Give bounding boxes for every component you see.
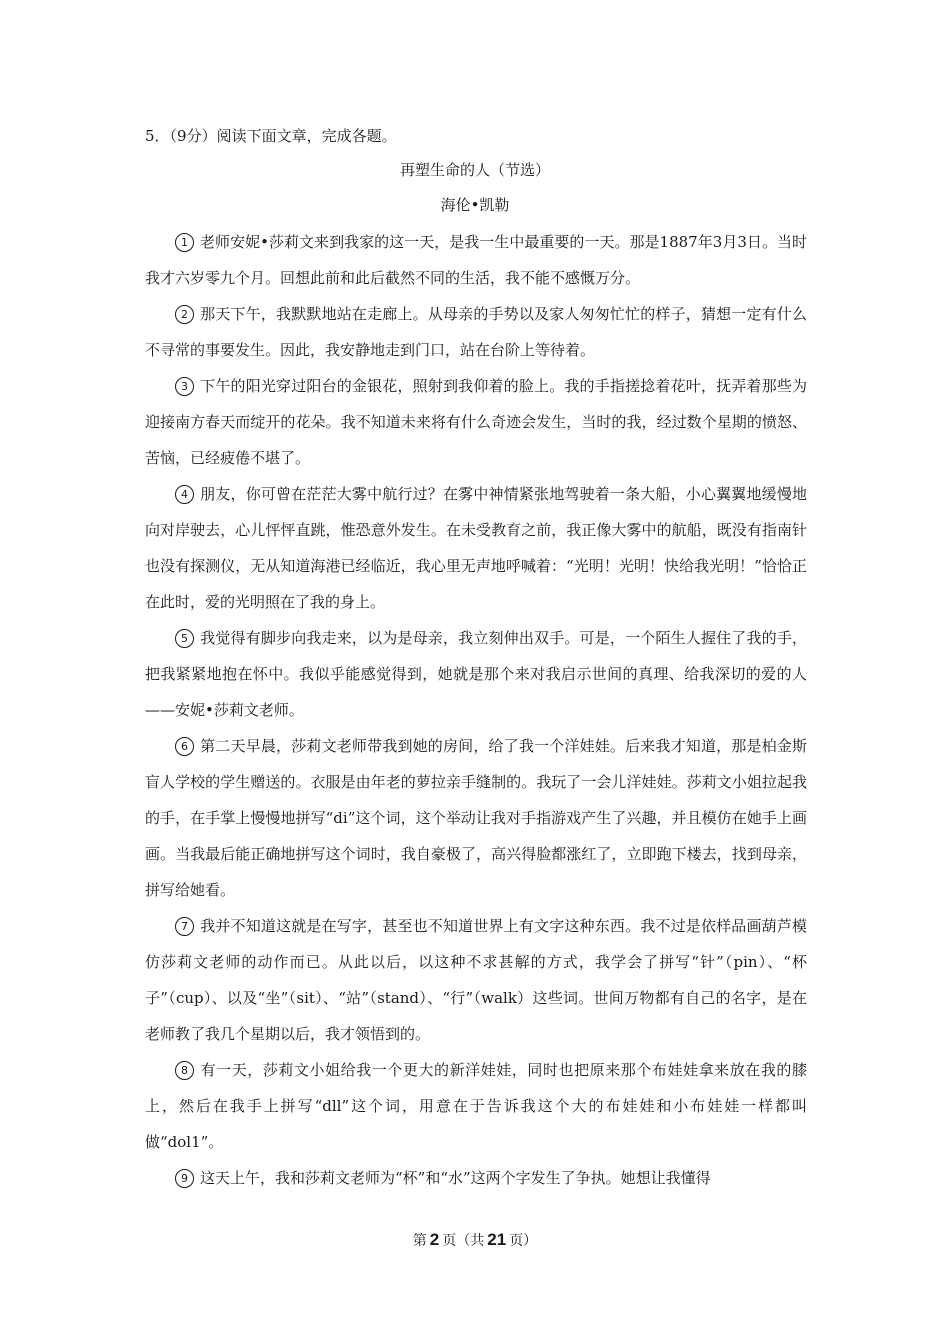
article-title: 再塑生命的人（节选） <box>399 161 550 179</box>
current-page-number: 2 <box>429 1230 440 1249</box>
paragraph-text: 下午的阳光穿过阳台的金银花，照射到我仰着的脸上。我的手指搓捻着花叶，抚弄着那些为迎接南方春天而绽开的花朵。我不知道未来将有什么奇迹会发生，当时的我，经过数个星期的愤怒、苦恼，已经疲倦不堪了。 <box>145 377 807 467</box>
paragraph-number-badge: 9 <box>175 1169 194 1188</box>
paragraph-text: 第二天早晨，莎莉文老师带我到她的房间，给了我一个洋娃娃。后来我才知道，那是柏金斯盲人学校的学生赠送的。衣服是由年老的萝拉亲手缝制的。我玩了一会儿洋娃娃。莎莉文小姐拉起我的手，在手掌上慢慢地拼写“di”这个词，这个举动让我对手指游戏产生了兴趣，并且模仿在她手上画画。当我最后能正确地拼写这个词时，我自豪极了，高兴得脸都涨红了，立即跑下楼去，找到母亲，拼写给她看。 <box>145 737 807 899</box>
article-author: 海伦•凯勒 <box>440 196 510 214</box>
paragraph-number-badge: 4 <box>175 485 194 504</box>
paragraph-text: 那天下午，我默默地站在走廊上。从母亲的手势以及家人匆匆忙忙的样子，猜想一定有什么不寻常的事要发生。因此，我安静地走到门口，站在台阶上等待着。 <box>145 305 807 359</box>
question-number: 5． <box>145 127 170 145</box>
paragraph-1 <box>145 224 807 296</box>
paragraph-text: 这天上午，我和莎莉文老师为“杯”和“水”这两个字发生了争执。她想让我懂得 <box>200 1169 711 1187</box>
paragraph-4 <box>145 476 807 620</box>
footer-suffix: 页） <box>509 1233 538 1249</box>
question-points: （9分） <box>169 127 217 145</box>
paragraph-2 <box>145 296 807 368</box>
paragraph-number-badge: 1 <box>175 233 194 252</box>
total-page-count: 21 <box>487 1230 507 1249</box>
paragraph-7 <box>145 908 807 1052</box>
paragraph-number-badge: 3 <box>175 377 194 396</box>
paragraph-number-badge: 6 <box>175 737 194 756</box>
paragraph-text: 朋友，你可曾在茫茫大雾中航行过？在雾中神情紧张地驾驶着一条大船，小心翼翼地缓慢地向对岸驶去，心儿怦怦直跳，惟恐意外发生。在未受教育之前，我正像大雾中的航船，既没有指南针也没有探测仪，无从知道海港已经临近，我心里无声地呼喊着：“光明！光明！快给我光明！”恰恰正在此时，爱的光明照在了我的身上。 <box>145 485 807 611</box>
paragraph-number-badge: 8 <box>175 1061 194 1080</box>
paragraph-text: 有一天，莎莉文小姐给我一个更大的新洋娃娃，同时也把原来那个布娃娃拿来放在我的膝上，然后在我手上拼写“dll”这个词，用意在于告诉我这个大的布娃娃和小布娃娃一样都叫做“dol1”。 <box>145 1061 807 1151</box>
paragraph-number-badge: 5 <box>175 629 194 648</box>
article-body <box>145 224 807 1196</box>
paragraph-number-badge: 7 <box>175 917 194 936</box>
page-footer <box>0 1229 950 1252</box>
paragraph-5 <box>145 620 807 728</box>
paragraph-9 <box>145 1160 807 1196</box>
question-header <box>145 124 397 148</box>
paragraph-text: 老师安妮•莎莉文来到我家的这一天，是我一生中最重要的一天。那是1887年3月3日。当时我才六岁零九个月。回想此前和此后截然不同的生活，我不能不感慨万分。 <box>145 233 807 287</box>
paragraph-text: 我并不知道这就是在写字，甚至也不知道世界上有文字这种东西。我不过是依样品画葫芦模仿莎莉文老师的动作而已。从此以后，以这种不求甚解的方式，我学会了拼写“针”（pin）、“杯子”（cup）、以及“坐”（sit）、“站”（stand）、“行”（walk）这些词。世间万物都有自己的名字，是在老师教了我几个星期以后，我才领悟到的。 <box>145 917 807 1043</box>
paragraph-3 <box>145 368 807 476</box>
paragraph-6 <box>145 728 807 908</box>
footer-prefix: 第 <box>412 1233 427 1249</box>
paragraph-text: 我觉得有脚步向我走来，以为是母亲，我立刻伸出双手。可是，一个陌生人握住了我的手，把我紧紧地抱在怀中。我似乎能感觉得到，她就是那个来对我启示世间的真理、给我深切的爱的人——安妮•莎莉文老师。 <box>145 629 807 719</box>
paragraph-number-badge: 2 <box>175 305 194 324</box>
question-instruction: 阅读下面文章，完成各题。 <box>216 127 397 145</box>
footer-middle: 页（共 <box>442 1233 485 1249</box>
paragraph-8 <box>145 1052 807 1160</box>
